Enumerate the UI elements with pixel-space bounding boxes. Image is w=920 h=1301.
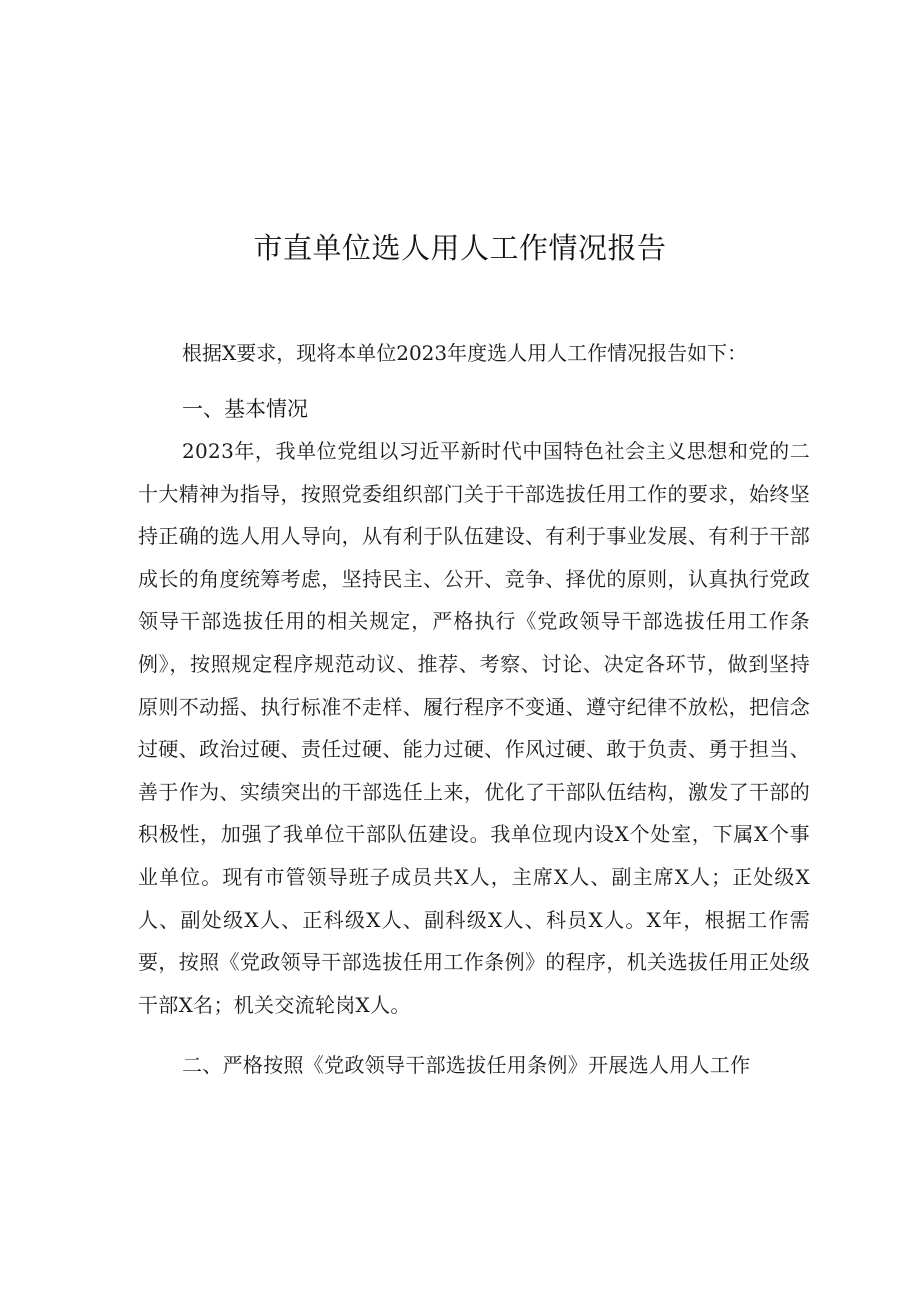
- section-1-paragraph: 2023年，我单位党组以习近平新时代中国特色社会主义思想和党的二十大精神为指导，按照党委组织部门关于干部选拔任用工作的要求，始终坚持正确的选人用人导向，从有利于队伍建设、有利于事业发展、有利于干部成长的角度统筹考虑，坚持民主、公开、竞争、择优的原则，认真执行党政领导干部选拔任用的相关规定，严格执行《党政领导干部选拔任用工作条例》，按照规定程序规范动议、推荐、考察、讨论、决定各环节，做到坚持原则不动摇、执行标准不走样、履行程序不变通、遵守纪律不放松，把信念过硬、政治过硬、责任过硬、能力过硬、作风过硬、敢于负责、勇于担当、善于作为、实绩突出的干部选任上来，优化了干部队伍结构，激发了干部的积极性，加强了我单位干部队伍建设。我单位现内设X个处室，下属X个事业单位。现有市管领导班子成员共X人，主席X人、副主席X人；正处级X人、副处级X人、正科级X人、副科级X人、科员X人。X年，根据工作需要，按照《党政领导干部选拔任用工作条例》的程序，机关选拔任用正处级干部X名；机关交流轮岗X人。: [138, 439, 810, 1017]
- document-title: 市直单位选人用人工作情况报告: [253, 231, 667, 265]
- section-2-heading: 二、严格按照《党政领导干部选拔任用条例》开展选人用人工作: [182, 1053, 751, 1078]
- section-1-heading: 一、基本情况: [182, 397, 308, 421]
- intro-paragraph: 根据X要求，现将本单位2023年度选人用人工作情况报告如下：: [182, 341, 748, 365]
- document-body: [138, 332, 810, 1086]
